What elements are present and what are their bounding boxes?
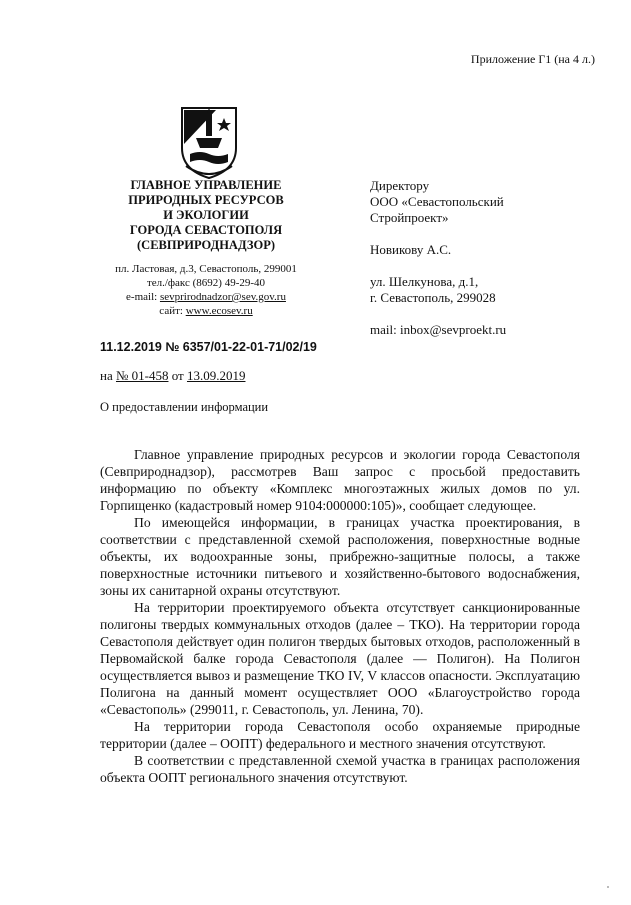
org-line: ПРИРОДНЫХ РЕСУРСОВ xyxy=(128,193,284,207)
sevastopol-emblem-icon xyxy=(176,104,242,180)
org-line: ГОРОДА СЕВАСТОПОЛЯ xyxy=(129,223,283,237)
scan-speck xyxy=(607,886,609,888)
body-paragraph: В соответствии с представленной схемой участка в границах расположения объекта ООПТ регионального значения отсутствуют. xyxy=(100,753,580,785)
organization-name xyxy=(96,178,316,253)
org-line: И ЭКОЛОГИИ xyxy=(163,208,249,222)
body-paragraph: По имеющейся информации, в границах участка проектирования, в соответствии с представленной схемой расположения, поверхностные водные объекты, их водоохранные зоны, прибрежно-защитные полосы, а также поверхностные источники питьевого и хозяйственно-бытового водоснабжения, зоны их санитарной охраны отсутствуют. xyxy=(100,515,580,598)
org-line: (СЕВПРИРОДНАДЗОР) xyxy=(137,238,275,252)
org-site-link[interactable]: www.ecosev.ru xyxy=(185,305,253,317)
body-paragraph: На территории проектируемого объекта отсутствует санкционированные полигоны твердых коммунальных отходов (далее – ТКО). На территории города Севастополя действует один полигон твердых бытовых отходов, расположенный в Первомайской балке города Севастополя (далее — Полигон). На Полигон осуществляется вывоз и размещение ТКО IV, V классов опасности. Эксплуатацию Полигона на данный момент осуществляет ООО «Благоустройство города «Севастополь» (299011, г. Севастополь, ул. Ленина, 70). xyxy=(100,600,580,717)
org-email-row xyxy=(86,290,326,304)
appendix-label: Приложение Г1 (на 4 л.) xyxy=(470,52,595,66)
recipient-block xyxy=(370,178,506,338)
org-email-link[interactable]: sevprirodnadzor@sev.gov.ru xyxy=(159,291,286,303)
ref-prefix: на xyxy=(100,368,116,383)
body-paragraph: Главное управление природных ресурсов и экологии города Севастополя (Севприроднадзор), рассмотрев Ваш запрос с просьбой предоставить информацию по объекту «Комплекс многоэтажных жилых домов по ул. Горпищенко (кадастровый номер 9104:000000:105)», сообщает следующее. xyxy=(100,447,580,513)
recipient-street: ул. Шелкунова, д.1, xyxy=(370,274,479,289)
recipient-title: Директору xyxy=(370,178,430,193)
recipient-name: Новикову А.С. xyxy=(370,242,452,257)
document-reference xyxy=(100,368,245,384)
ref-middle: от xyxy=(168,368,187,383)
recipient-company: ООО «Севастопольский xyxy=(370,194,504,209)
document-number: 11.12.2019 № 6357/01-22-01-71/02/19 xyxy=(100,340,317,354)
recipient-city: г. Севастополь, 299028 xyxy=(370,290,496,305)
site-prefix: сайт: xyxy=(159,305,186,317)
organization-contacts xyxy=(86,262,326,318)
letter-body xyxy=(100,446,580,786)
ref-date: 13.09.2019 xyxy=(186,368,246,383)
email-prefix: e-mail: xyxy=(126,291,160,303)
org-phone: тел./факс (8692) 49-29-40 xyxy=(146,277,266,289)
org-line: ГЛАВНОЕ УПРАВЛЕНИЕ xyxy=(130,178,282,192)
org-address: пл. Ластовая, д.3, Севастополь, 299001 xyxy=(115,263,297,275)
recipient-mail: mail: inbox@sevproekt.ru xyxy=(370,322,507,337)
ref-number: № 01-458 xyxy=(115,368,169,383)
letter-subject: О предоставлении информации xyxy=(100,400,269,414)
body-paragraph: На территории города Севастополя особо охраняемые природные территории (далее – ООПТ) федерального и местного значения отсутствуют. xyxy=(100,719,580,751)
org-site-row xyxy=(86,304,326,318)
recipient-company-cont: Стройпроект» xyxy=(370,210,449,225)
